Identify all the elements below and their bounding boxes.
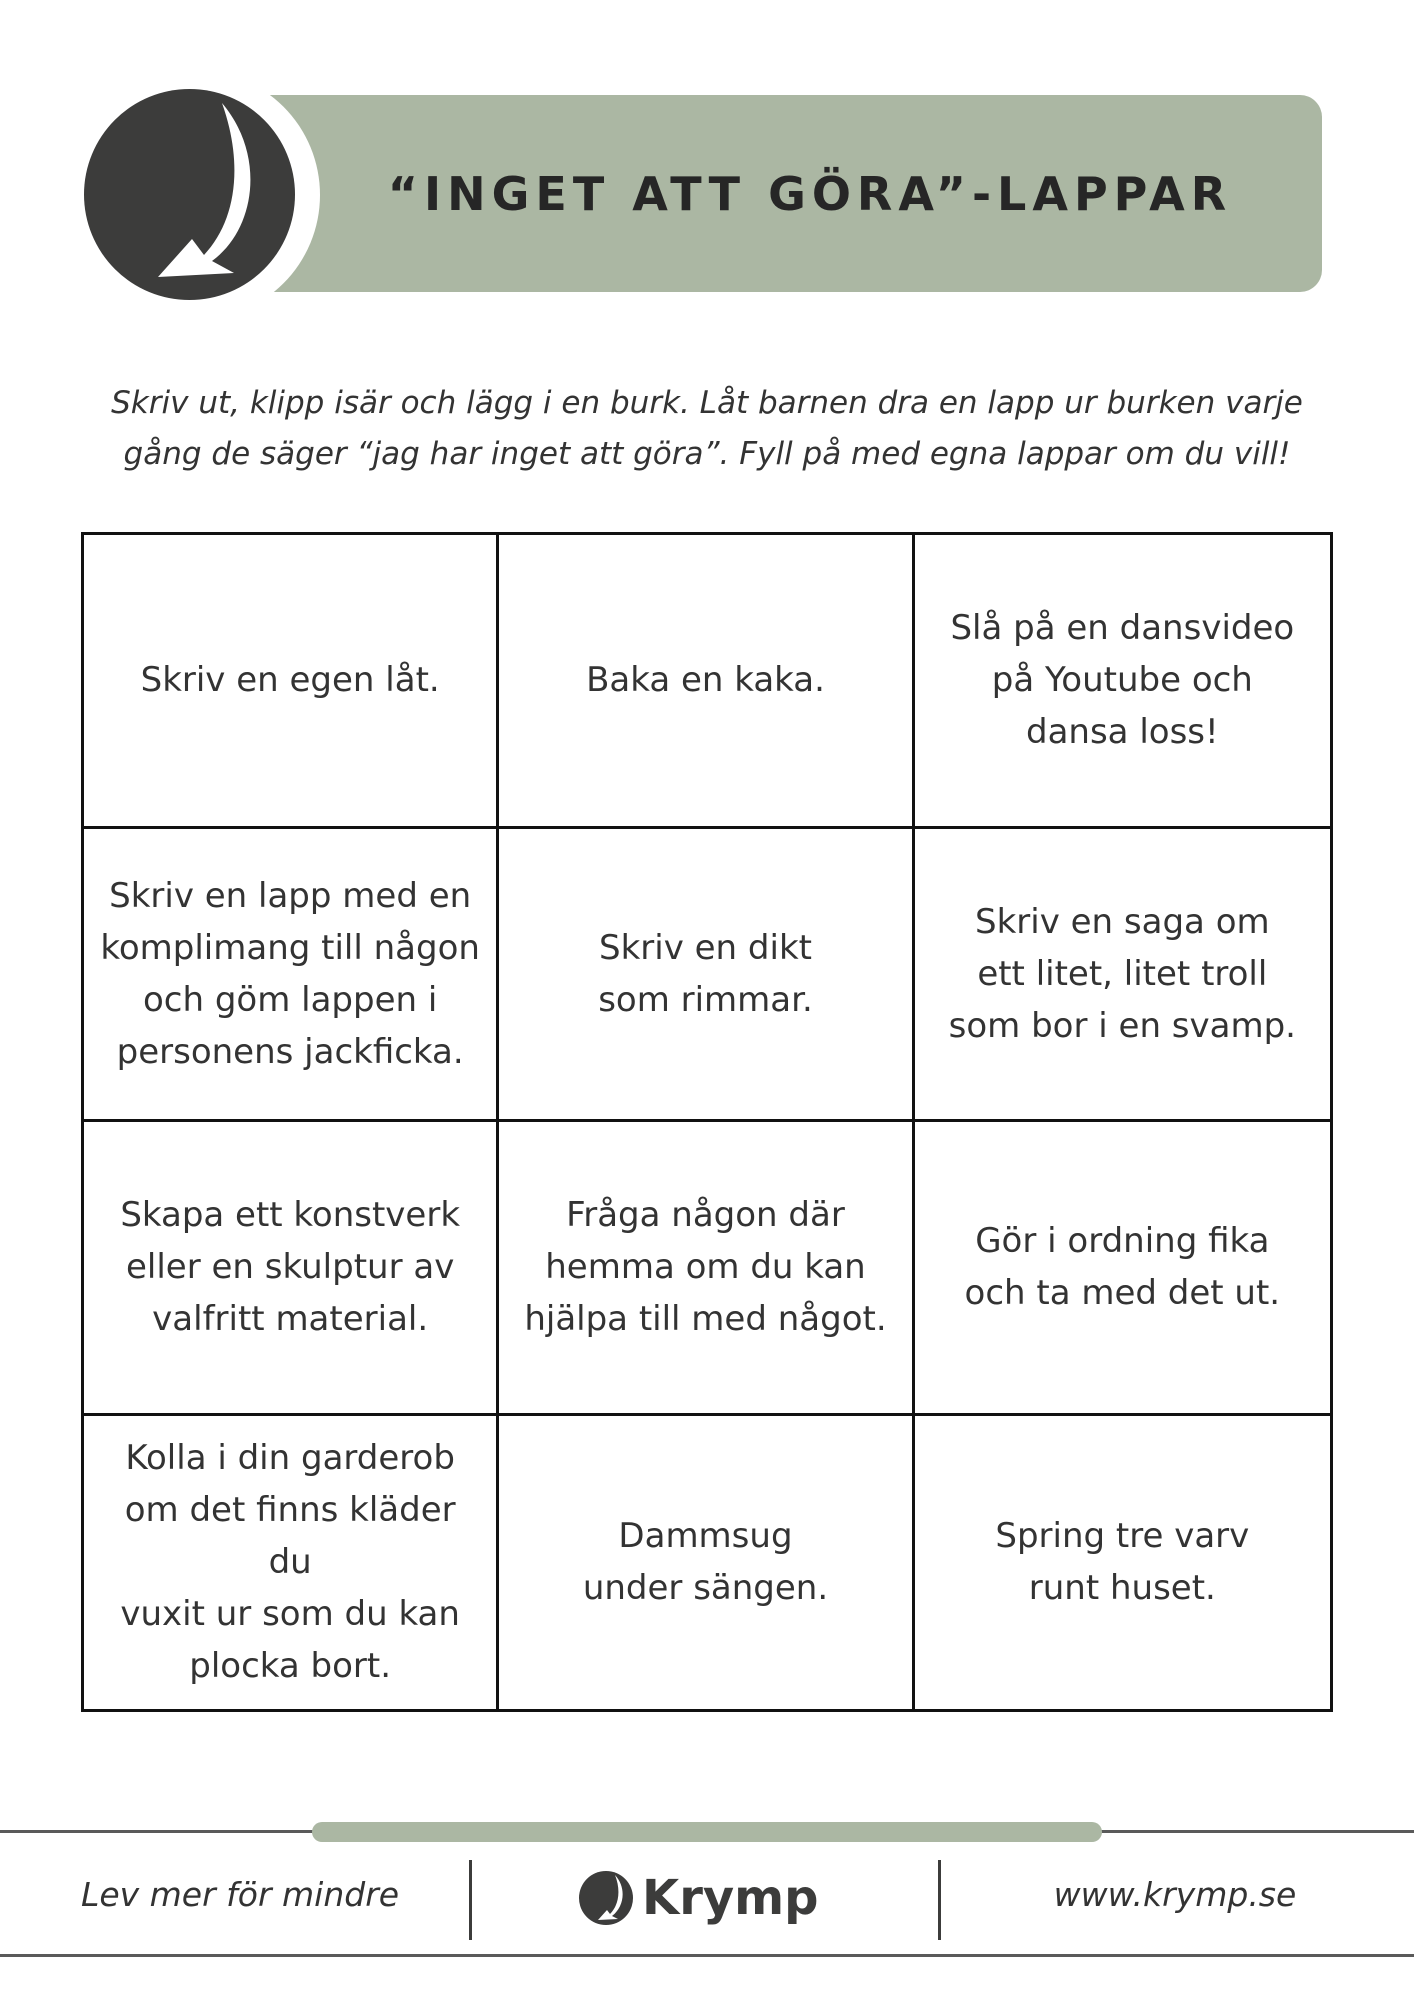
intro-text: Skriv ut, klipp isär och lägg i en burk. Låt barnen dra en lapp ur burken varje gång de säger “jag har inget att göra”. Fyll på med egna lappar om du vill! xyxy=(111,385,1303,472)
card: Skriv en egen låt. xyxy=(84,535,499,829)
card: Gör i ordning fika och ta med det ut. xyxy=(915,1122,1330,1416)
footer-divider xyxy=(938,1860,941,1940)
page-title: “INGET ATT GÖRA”-LAPPAR xyxy=(387,166,1233,221)
card: Skriv en saga om ett litet, litet troll som bor i en svamp. xyxy=(915,829,1330,1123)
card: Spring tre varv runt huset. xyxy=(995,1516,1250,1609)
footer-bottom-line xyxy=(0,1954,1414,1957)
footer-brand xyxy=(578,1866,819,1930)
card: Skapa ett konstverk eller en skulptur av valfritt material. xyxy=(84,1122,499,1416)
footer-divider xyxy=(469,1860,472,1940)
card: Fråga någon där hemma om du kan hjälpa till med något. xyxy=(499,1122,914,1416)
card: Slå på en dansvideo på Youtube och dansa loss! xyxy=(915,535,1330,829)
krymp-arrow-logo-icon xyxy=(84,89,295,300)
card: Dammsug under sängen. xyxy=(499,1416,914,1710)
card-grid xyxy=(81,532,1333,1712)
footer-accent-bar xyxy=(312,1822,1102,1842)
krymp-logo-icon xyxy=(578,1870,634,1926)
footer-tagline: Lev mer för mindre xyxy=(80,1875,400,1914)
card: Skriv en dikt som rimmar. xyxy=(499,829,914,1123)
card: Skriv en lapp med en komplimang till någon och göm lappen i personens jackficka. xyxy=(84,829,499,1123)
website-link[interactable]: www.krymp.se xyxy=(1053,1875,1297,1914)
card: Kolla i din garderob om det finns kläder du vuxit ur som du kan plocka bort. xyxy=(84,1416,499,1710)
card: Baka en kaka. xyxy=(499,535,914,829)
brand-name: Krymp xyxy=(642,1870,819,1926)
